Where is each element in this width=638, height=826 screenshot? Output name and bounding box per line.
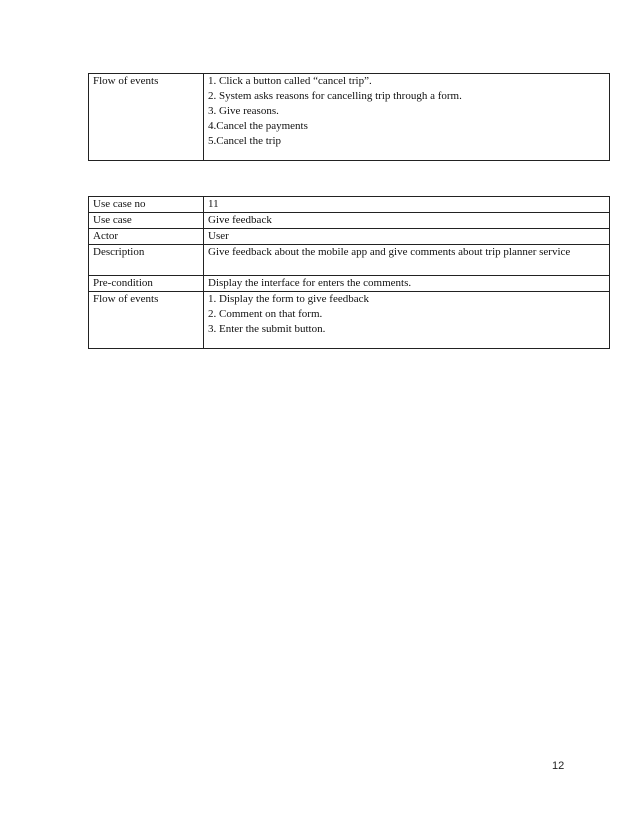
pre-condition-label: Pre-condition xyxy=(89,276,204,292)
actor-value: User xyxy=(204,229,610,245)
table-row xyxy=(89,292,610,349)
flow-step: 3. Enter the submit button. xyxy=(208,323,326,335)
description-value xyxy=(204,245,610,276)
cancel-trip-use-case-table xyxy=(88,73,610,161)
use-case-label: Use case xyxy=(89,213,204,229)
flow-step: 2. System asks reasons for cancelling trip through a form. xyxy=(208,90,462,102)
description-text: Give feedback about the mobile app and give comments about trip planner service xyxy=(208,246,571,258)
table-row xyxy=(89,229,610,245)
flow-step: 5.Cancel the trip xyxy=(208,135,282,147)
table-row xyxy=(89,276,610,292)
page-number: 12 xyxy=(552,760,565,772)
pre-condition-value: Display the interface for enters the comments. xyxy=(204,276,610,292)
flow-of-events-row xyxy=(89,74,610,161)
flow-of-events-steps xyxy=(204,292,610,349)
flow-step: 1. Display the form to give feedback xyxy=(208,293,369,305)
flow-of-events-label: Flow of events xyxy=(89,74,204,161)
flow-of-events-label: Flow of events xyxy=(89,292,204,349)
flow-step: 4.Cancel the payments xyxy=(208,120,308,132)
use-case-no-value: 11 xyxy=(204,197,610,213)
use-case-value: Give feedback xyxy=(204,213,610,229)
flow-step: 1. Click a button called “cancel trip”. xyxy=(208,75,372,87)
flow-step: 3. Give reasons. xyxy=(208,105,279,117)
flow-step: 2. Comment on that form. xyxy=(208,308,323,320)
flow-of-events-steps xyxy=(204,74,610,161)
table-row xyxy=(89,213,610,229)
give-feedback-use-case-table xyxy=(88,196,610,349)
description-label: Description xyxy=(89,245,204,276)
actor-label: Actor xyxy=(89,229,204,245)
table-row xyxy=(89,245,610,276)
table-row xyxy=(89,197,610,213)
use-case-no-label: Use case no xyxy=(89,197,204,213)
